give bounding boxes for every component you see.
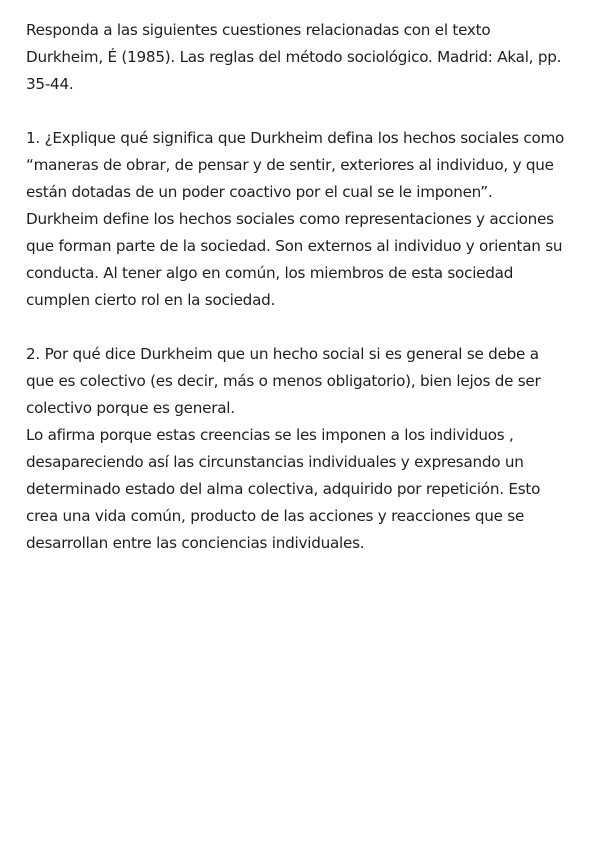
answer-1: Durkheim define los hechos sociales como representaciones y acciones que forman parte de la sociedad. Son externos al individuo y orientan su conducta. Al tener algo en común, los miembros de esta sociedad cumplen cierto rol en la sociedad.: [26, 210, 563, 309]
question-2: 2. Por qué dice Durkheim que un hecho social si es general se debe a que es colectivo (es decir, más o menos obligatorio), bien lejos de ser colectivo porque es general.: [26, 345, 541, 417]
paragraph-spacer: [26, 98, 571, 125]
question-1: 1. ¿Explique qué significa que Durkheim defina los hechos sociales como “maneras de obrar, de pensar y de sentir, exteriores al individuo, y que están dotadas de un poder coactivo por el cual se le imponen”.: [26, 129, 565, 201]
intro-text: Responda a las siguientes cuestiones relacionadas con el texto Durkheim, É (1985). Las reglas del método sociológico. Madrid: Akal, pp. 35-44.: [26, 21, 562, 93]
paragraph-spacer: [26, 314, 571, 341]
answer-2: Lo afirma porque estas creencias se les imponen a los individuos , desapareciendo así las circunstancias individuales y expresando un determinado estado del alma colectiva, adquirido por repetición. Esto crea una vida común, producto de las acciones y reacciones que se desarrollan entre las conciencias individuales.: [26, 426, 541, 552]
document-page: [26, 17, 571, 557]
